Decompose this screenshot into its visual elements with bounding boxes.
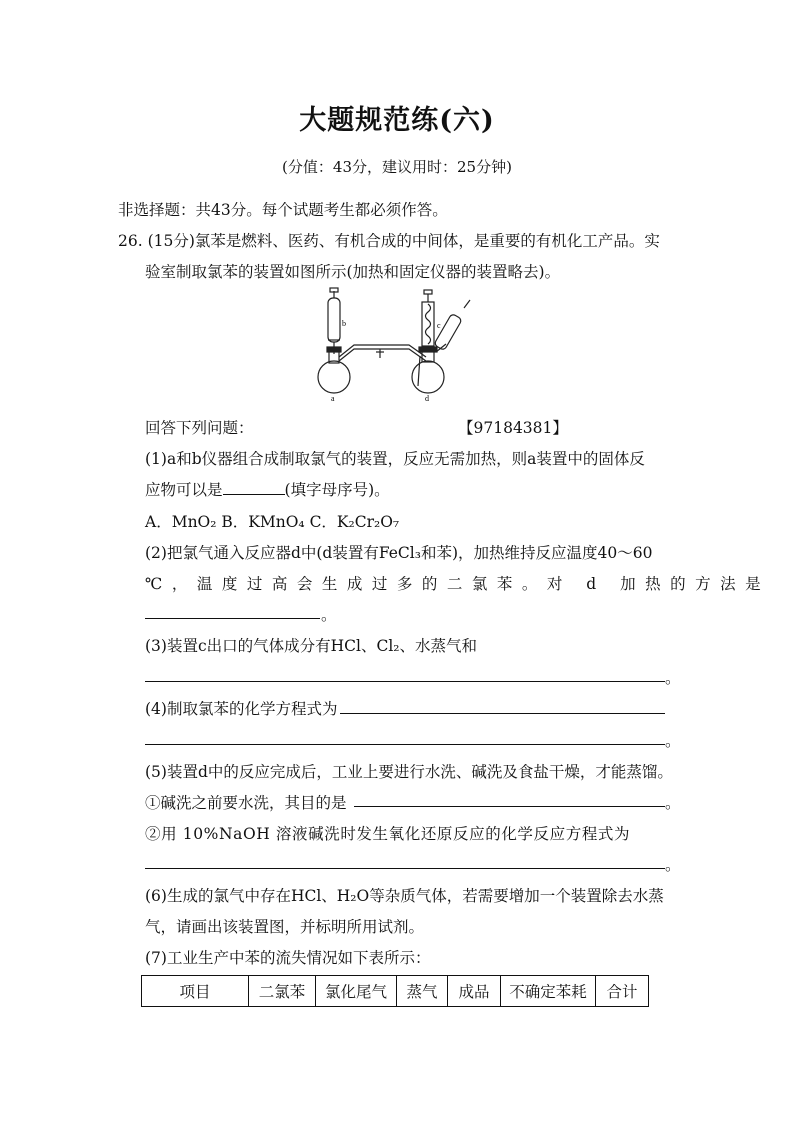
- part1-line2-end: (填字母序号)。: [284, 481, 390, 499]
- part1-answer-blank[interactable]: [223, 478, 285, 495]
- part2-line1: (2)把氯气通入反应器d中(d装置有FeCl₃和苯)，加热维持反应温度40～60: [145, 544, 653, 562]
- part1-line1: (1)a和b仪器组合成制取氯气的装置，反应无需加热，则a装置中的固体反: [145, 450, 645, 468]
- answer-prompt: 回答下列问题：: [145, 419, 254, 437]
- part4-answer-blank-1[interactable]: [340, 713, 665, 714]
- part6-line2: 气，请画出该装置图，并标明所用试剂。: [145, 918, 425, 936]
- part5-sub2-end: 。: [665, 856, 681, 874]
- table-header-row: [142, 976, 649, 1007]
- part4-line1: (4)制取氯苯的化学方程式为: [145, 700, 338, 718]
- part2-line2: ℃，温度过高会生成过多的二氯苯。对 d 加热的方法是: [145, 575, 771, 593]
- part2-end: 。: [321, 606, 337, 624]
- table-header-cell: 蒸气: [397, 976, 448, 1007]
- part5-sub1-answer-blank[interactable]: [354, 806, 665, 807]
- part5-sub1-end: 。: [665, 794, 681, 812]
- table-header-cell: 成品: [448, 976, 501, 1007]
- benzene-loss-table: [141, 975, 649, 1007]
- part3-answer-blank[interactable]: [145, 681, 665, 682]
- label-a: a: [331, 394, 335, 403]
- part1-options: A．MnO₂ B．KMnO₄ C．K₂Cr₂O₇: [145, 513, 400, 531]
- part5-line1: (5)装置d中的反应完成后，工业上要进行水洗、碱洗及食盐干燥，才能蒸馏。: [145, 763, 673, 781]
- apparatus-figure: [314, 286, 484, 404]
- label-b: b: [342, 319, 346, 328]
- part5-sub2: ②用 10%NaOH 溶液碱洗时发生氧化还原反应的化学反应方程式为: [145, 825, 631, 843]
- part4-answer-blank-2[interactable]: [145, 744, 665, 745]
- table-header-cell: 项目: [142, 976, 249, 1007]
- part3-end: 。: [665, 669, 681, 687]
- table-header-cell: 二氯苯: [249, 976, 316, 1007]
- part6-line1: (6)生成的氯气中存在HCl、H₂O等杂质气体，若需要增加一个装置除去水蒸: [145, 887, 664, 905]
- part3-line1: (3)装置c出口的气体成分有HCl、Cl₂、水蒸气和: [145, 637, 478, 655]
- part1-line2: [145, 478, 390, 500]
- part5-sub2-answer-blank[interactable]: [145, 868, 665, 869]
- label-c: c: [437, 321, 441, 330]
- q26-stem-line1: 26. (15分)氯苯是燃料、医药、有机合成的中间体，是重要的有机化工产品。实: [118, 232, 660, 250]
- part7-line1: (7)工业生产中苯的流失情况如下表所示：: [145, 949, 431, 967]
- table-header-cell: 氯化尾气: [316, 976, 397, 1007]
- part5-sub1: ①碱洗之前要水洗，其目的是: [145, 794, 347, 812]
- subtitle: (分值：43分，建议用时：25分钟): [282, 158, 512, 176]
- table-header-cell: 合计: [596, 976, 649, 1007]
- table-header-cell: 不确定苯耗: [501, 976, 596, 1007]
- part1-line2-start: 应物可以是: [145, 481, 223, 499]
- page-title: 大题规范练(六): [299, 105, 495, 136]
- question-code: 【97184381】: [458, 419, 568, 437]
- intro-text: 非选择题：共43分。每个试题考生都必须作答。: [118, 201, 448, 219]
- label-d: d: [425, 394, 429, 403]
- part4-end: 。: [665, 732, 681, 750]
- part2-answer-blank[interactable]: [145, 618, 320, 619]
- q26-stem-line2: 验室制取氯苯的装置如图所示(加热和固定仪器的装置略去)。: [145, 263, 561, 281]
